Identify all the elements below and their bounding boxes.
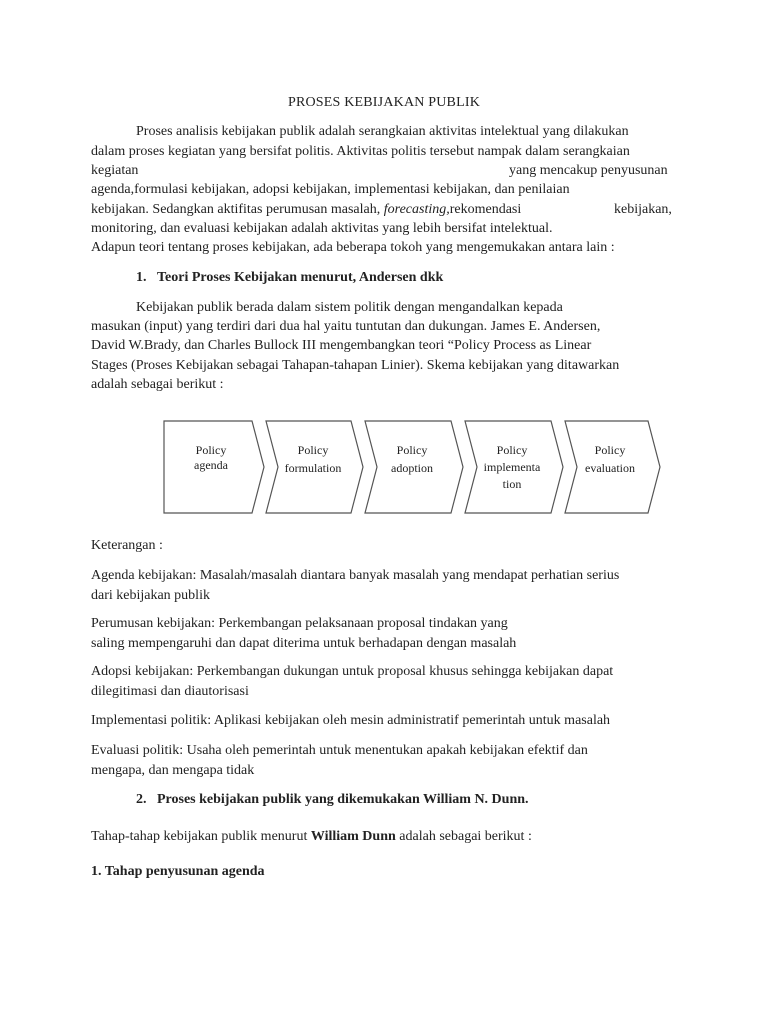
section-2-intro-author: William Dunn <box>310 829 396 844</box>
stage-4-label-1: Policy <box>496 443 528 457</box>
intro-line-3a: kegiatan <box>91 163 139 178</box>
stage-1-label-1: Policy <box>195 443 227 457</box>
keterangan-item-line-2: dari kebijakan publik <box>91 588 210 603</box>
keterangan-item-agenda <box>91 566 678 606</box>
keterangan-item-line-1: Adopsi kebijakan: Perkembangan dukungan untuk proposal khusus sehingga kebijakan dapat <box>91 664 614 679</box>
keterangan-item-line-1: Agenda kebijakan: Masalah/masalah diantara banyak masalah yang mendapat perhatian serius <box>91 568 620 583</box>
stage-5-label-2: evaluation <box>585 461 635 475</box>
subsection-heading: 1. Tahap penyusunan agenda <box>91 864 265 879</box>
intro-line-7: Adapun teori tentang proses kebijakan, ada beberapa tokoh yang mengemukakan antara lain : <box>91 240 615 255</box>
stage-2-label-1: Policy <box>297 443 329 457</box>
section-1-line-4: Stages (Proses Kebijakan sebagai Tahapan-tahapan Linier). Skema kebijakan yang ditawarkan <box>91 358 620 373</box>
keterangan-item-implementasi <box>91 711 678 731</box>
stage-5-evaluation <box>565 421 660 513</box>
keterangan-item-line-1: Implementasi politik: Aplikasi kebijakan oleh mesin administratif pemerintah untuk masalah <box>91 713 611 728</box>
stage-5-label-1: Policy <box>594 443 626 457</box>
intro-line-2: dalam proses kegiatan yang bersifat politis. Aktivitas politis tersebut nampak dalam serangkaian <box>91 144 630 159</box>
stage-4-label-2: implementa <box>483 460 541 474</box>
keterangan-label: Keterangan : <box>91 538 163 553</box>
section-1-line-2: masukan (input) yang terdiri dari dua hal yaitu tuntutan dan dukungan. James E. Andersen, <box>91 319 601 334</box>
stage-2-formulation <box>266 421 363 513</box>
intro-forecasting: forecasting, <box>383 202 450 217</box>
section-2-heading <box>136 792 529 808</box>
intro-line-4: agenda,formulasi kebijakan, adopsi kebijakan, implementasi kebijakan, dan penilaian <box>91 182 570 197</box>
stage-4-implementation <box>465 421 563 513</box>
section-1-heading <box>136 270 443 286</box>
intro-line-6: monitoring, dan evaluasi kebijakan adalah aktivitas yang lebih bersifat intelektual. <box>91 221 553 236</box>
section-1-line-3: David W.Brady, dan Charles Bullock III mengembangkan teori “Policy Process as Linear <box>91 338 592 353</box>
intro-line-5b: rekomendasi <box>449 202 522 217</box>
keterangan-item-line-2: saling mempengaruhi dan dapat diterima untuk berhadapan dengan masalah <box>91 636 517 651</box>
stage-1-label-2: agenda <box>194 458 228 472</box>
keterangan-item-adopsi <box>91 662 678 702</box>
section-2-intro <box>91 829 532 845</box>
document-title: PROSES KEBIJAKAN PUBLIK <box>287 95 481 110</box>
section-1-line-5: adalah sebagai berikut : <box>91 377 224 392</box>
section-2-intro-a: Tahap-tahap kebijakan publik menurut <box>91 829 311 844</box>
policy-stages-diagram <box>163 420 663 514</box>
stage-3-label-2: adoption <box>391 461 433 475</box>
stage-3-adoption <box>365 421 463 513</box>
section-1-number: 1. <box>136 270 147 285</box>
section-2-title: Proses kebijakan publik yang dikemukakan William N. Dunn. <box>157 792 529 807</box>
intro-line-1: Proses analisis kebijakan publik adalah serangkaian aktivitas intelektual yang dilakukan <box>136 124 629 139</box>
section-2-number: 2. <box>136 792 147 807</box>
intro-line-5 <box>91 202 521 218</box>
keterangan-item-line-2: dilegitimasi dan diautorisasi <box>91 684 249 699</box>
stage-4-label-3: tion <box>502 477 522 491</box>
keterangan-item-line-1: Perumusan kebijakan: Perkembangan pelaksanaan proposal tindakan yang <box>91 616 508 631</box>
stage-3-label-1: Policy <box>396 443 428 457</box>
intro-line-5a: kebijakan. Sedangkan aktifitas perumusan masalah, <box>91 202 384 217</box>
section-2-intro-b: adalah sebagai berikut : <box>395 829 532 844</box>
keterangan-item-line-1: Evaluasi politik: Usaha oleh pemerintah untuk menentukan apakah kebijakan efektif dan <box>91 743 588 758</box>
keterangan-item-perumusan <box>91 614 678 654</box>
keterangan-item-evaluasi <box>91 741 678 781</box>
intro-line-5c: kebijakan, <box>614 202 672 217</box>
keterangan-item-line-2: mengapa, dan mengapa tidak <box>91 763 255 778</box>
intro-line-3b: yang mencakup penyusunan <box>509 163 668 178</box>
section-1-title: Teori Proses Kebijakan menurut, Andersen dkk <box>157 270 444 285</box>
stage-1-agenda <box>164 421 264 513</box>
section-1-line-1: Kebijakan publik berada dalam sistem politik dengan mengandalkan kepada <box>136 300 563 315</box>
stage-2-label-2: formulation <box>284 461 342 475</box>
